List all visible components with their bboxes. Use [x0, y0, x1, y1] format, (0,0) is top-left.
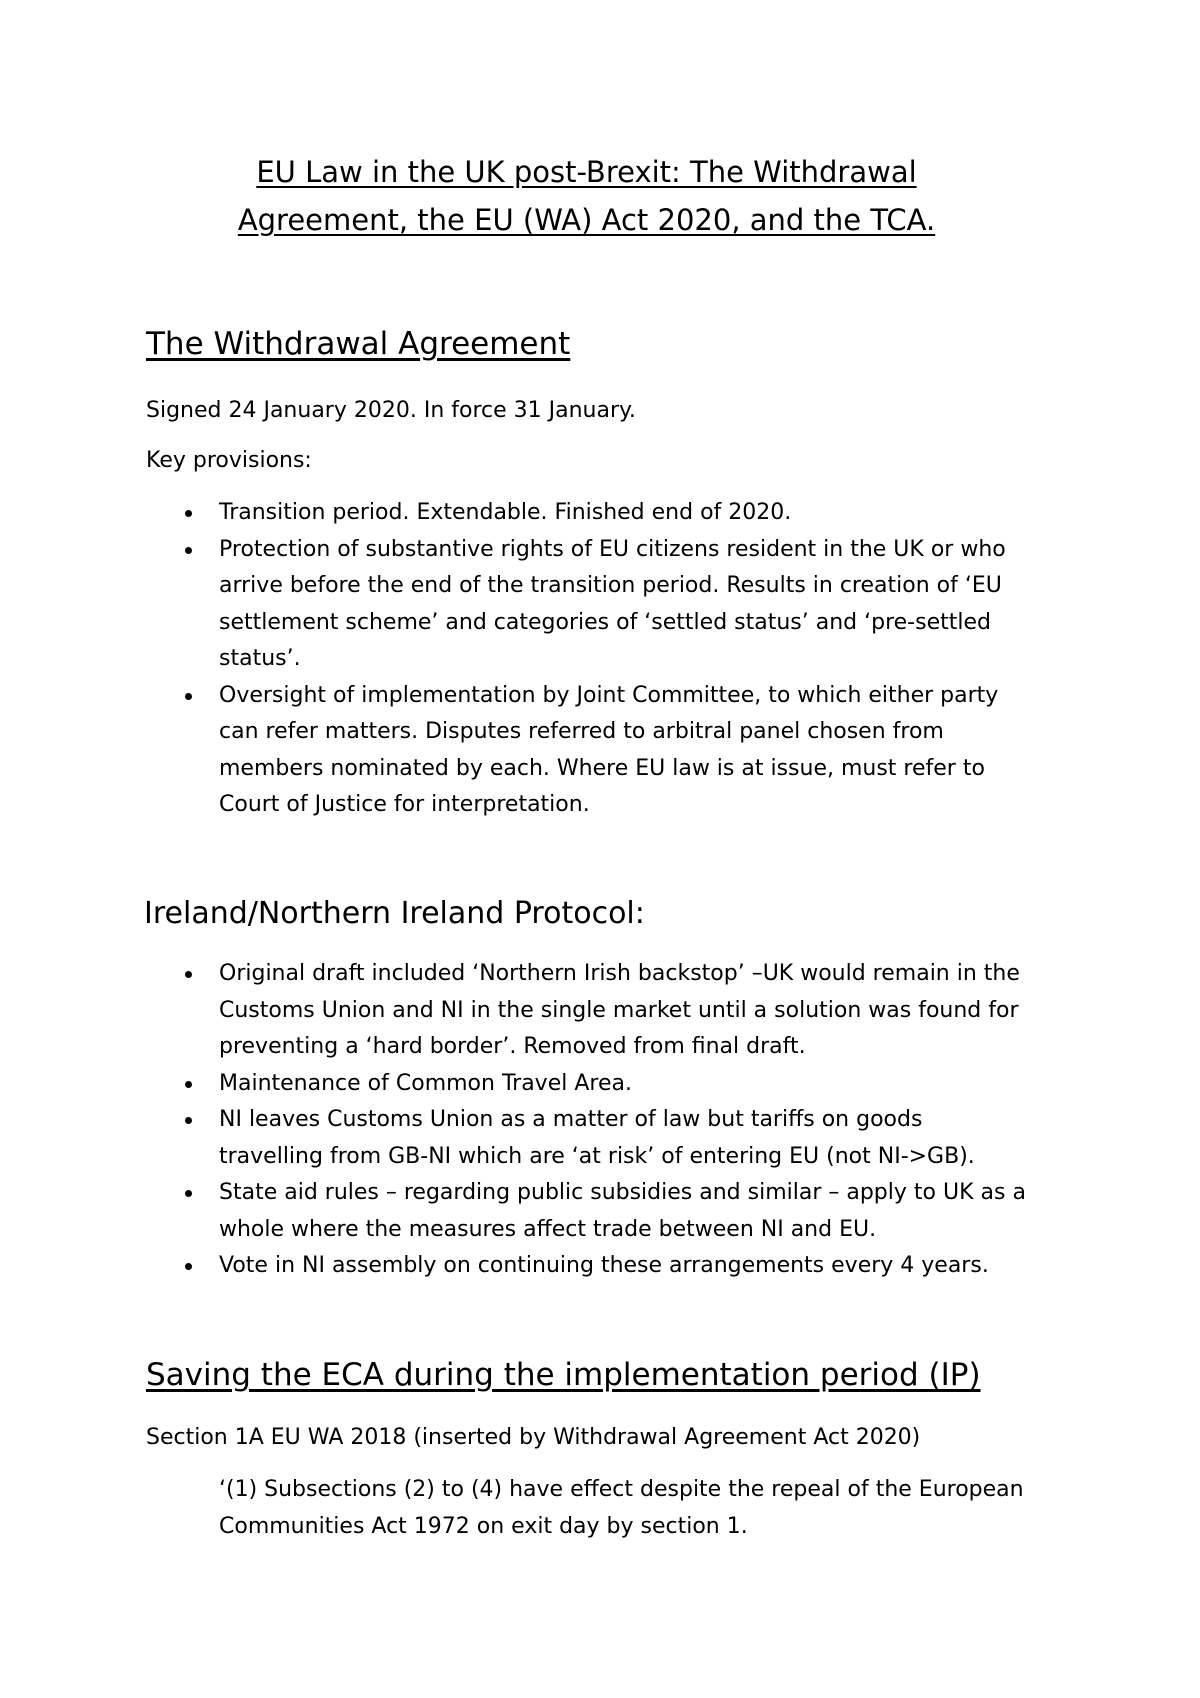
list-item-line: status’. [219, 646, 301, 671]
list-item-line: Maintenance of Common Travel Area. [219, 1070, 632, 1096]
list-item-line: Oversight of implementation by Joint Committee, to which either party [219, 682, 999, 708]
list-item-line: arrive before the end of the transition period. Results in creation of ‘EU [219, 573, 1002, 598]
list-item [0, 495, 1059, 532]
bullet-icon [185, 971, 192, 978]
key-provisions-list [0, 495, 1059, 824]
list-item [0, 532, 1059, 678]
bullet-icon [185, 1190, 192, 1197]
list-item-line: State aid rules – regarding public subsidies and similar – apply to UK as a [219, 1180, 1026, 1205]
document-title [144, 148, 1029, 244]
bullet-icon [185, 547, 192, 554]
quote-line: ‘(1) Subsections (2) to (4) have effect despite the repeal of the European [219, 1477, 1024, 1502]
signed-date-text: Signed 24 January 2020. In force 31 January. [146, 398, 636, 423]
list-item [0, 1102, 1059, 1175]
list-item [0, 956, 1059, 1066]
list-item-line: can refer matters. Disputes referred to arbitral panel chosen from [219, 719, 944, 744]
section-1a-text: Section 1A EU WA 2018 (inserted by Withdrawal Agreement Act 2020) [146, 1425, 921, 1450]
key-provisions-label: Key provisions: [146, 448, 312, 473]
withdrawal-agreement-heading: The Withdrawal Agreement [146, 326, 571, 362]
list-item-line: NI leaves Customs Union as a matter of law but tariffs on goods [219, 1107, 923, 1132]
list-item-line: Protection of substantive rights of EU citizens resident in the UK or who [219, 536, 1006, 562]
list-item-line: Transition period. Extendable. Finished end of 2020. [219, 500, 792, 525]
list-item-line: whole where the measures affect trade between NI and EU. [219, 1216, 877, 1242]
bullet-icon [185, 1263, 192, 1270]
document-title-line-1: EU Law in the UK post-Brexit: The Withdrawal [256, 155, 917, 189]
list-item [0, 1066, 1059, 1103]
statute-quote [219, 1471, 1099, 1545]
list-item-line: preventing a ‘hard border’. Removed from final draft. [219, 1034, 806, 1059]
list-item-line: Vote in NI assembly on continuing these arrangements every 4 years. [219, 1253, 989, 1278]
list-item-line: Original draft included ‘Northern Irish backstop’ –UK would remain in the [219, 961, 1020, 986]
list-item-line: Court of Justice for interpretation. [219, 792, 590, 817]
quote-line: Communities Act 1972 on exit day by section 1. [219, 1514, 748, 1539]
list-item [0, 1175, 1059, 1248]
list-item-line: settlement scheme’ and categories of ‘settled status’ and ‘pre-settled [219, 609, 991, 635]
bullet-icon [185, 1117, 192, 1124]
list-item-line: members nominated by each. Where EU law is at issue, must refer to [219, 755, 985, 781]
list-item-line: Customs Union and NI in the single market until a solution was found for [219, 997, 1019, 1023]
document-title-line-2: Agreement, the EU (WA) Act 2020, and the TCA. [237, 203, 936, 237]
ireland-protocol-heading: Ireland/Northern Ireland Protocol: [144, 896, 645, 931]
bullet-icon [185, 1081, 192, 1088]
list-item [0, 678, 1059, 824]
bullet-icon [185, 510, 192, 517]
ireland-protocol-list [0, 956, 1059, 1285]
list-item [0, 1248, 1059, 1285]
saving-eca-heading: Saving the ECA during the implementation period (IP) [146, 1357, 981, 1393]
bullet-icon [185, 693, 192, 700]
list-item-line: travelling from GB-NI which are ‘at risk’ of entering EU (not NI->GB). [219, 1143, 975, 1169]
